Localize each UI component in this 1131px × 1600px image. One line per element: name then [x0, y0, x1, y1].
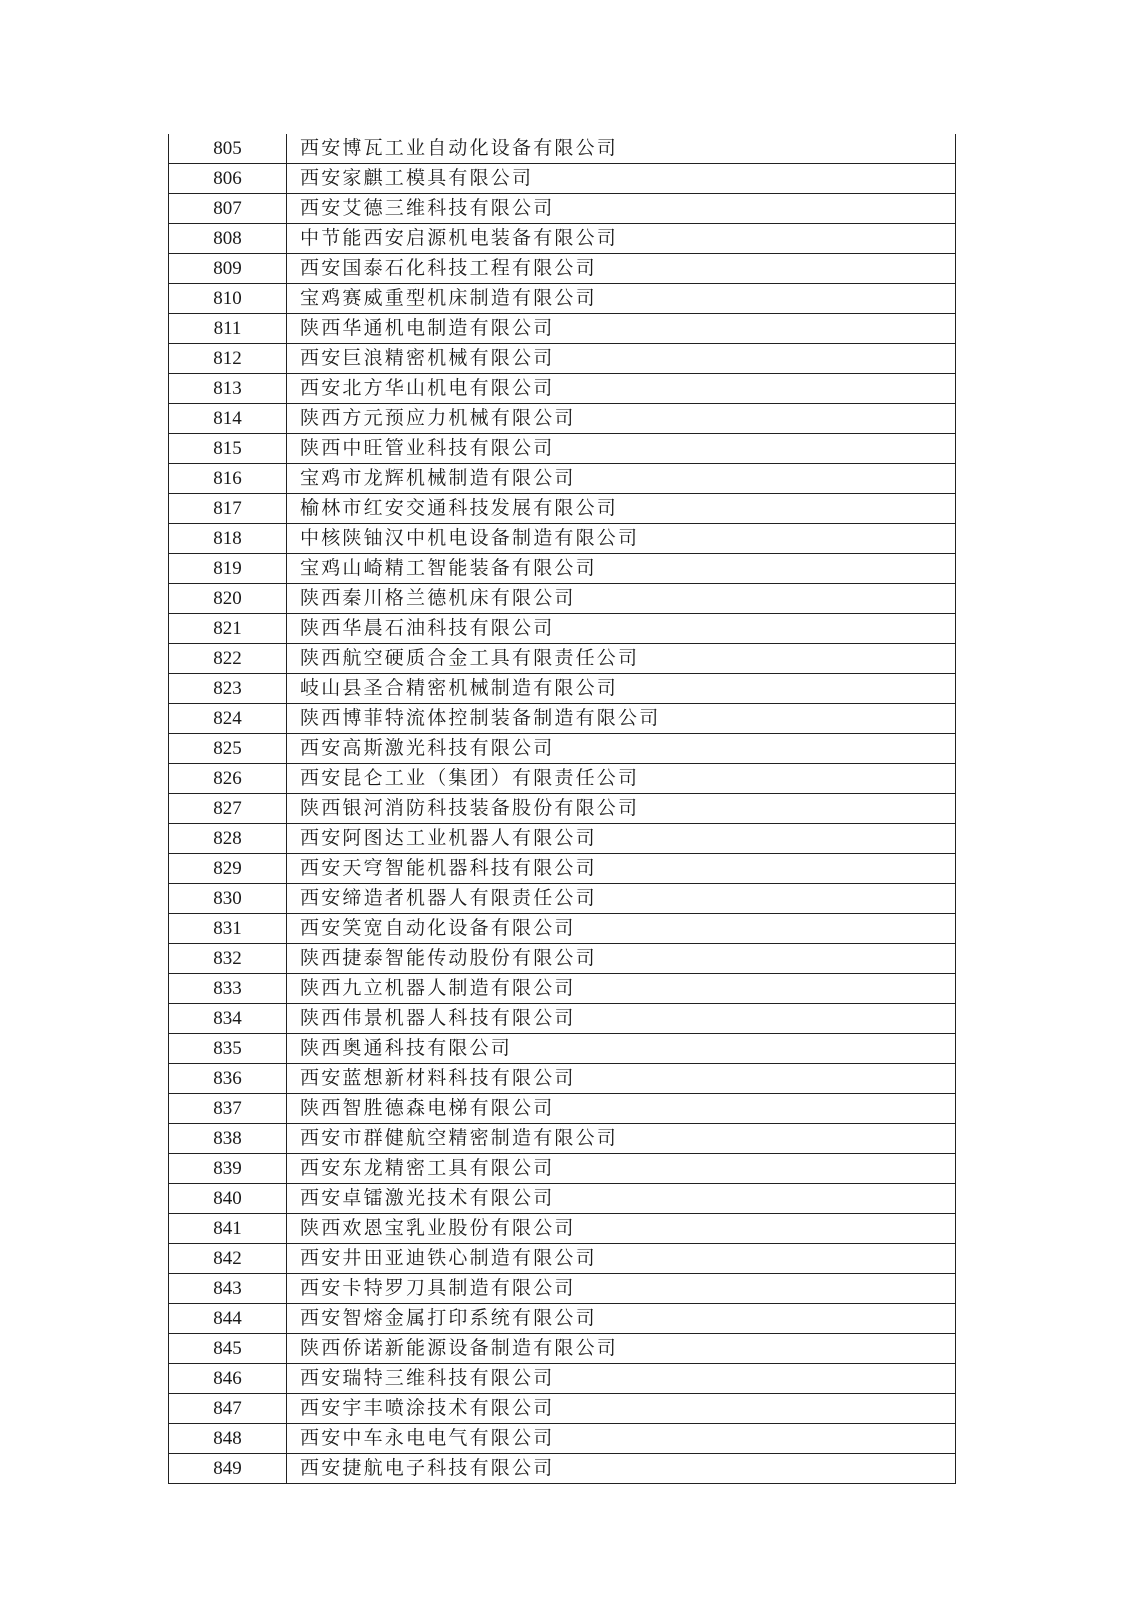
row-number: 831: [169, 914, 287, 944]
table-row: [169, 944, 956, 974]
row-number: 826: [169, 764, 287, 794]
row-number: 817: [169, 494, 287, 524]
row-number: 810: [169, 284, 287, 314]
table-row: [169, 644, 956, 674]
row-number: 805: [169, 134, 287, 164]
company-name: 西安宇丰喷涂技术有限公司: [287, 1394, 956, 1424]
row-number: 842: [169, 1244, 287, 1274]
table-row: [169, 1034, 956, 1064]
table-row: [169, 854, 956, 884]
company-name: 陕西奥通科技有限公司: [287, 1034, 956, 1064]
company-name: 陕西航空硬质合金工具有限责任公司: [287, 644, 956, 674]
table-row: [169, 1004, 956, 1034]
table-row: [169, 434, 956, 464]
row-number: 806: [169, 164, 287, 194]
table-row: [169, 584, 956, 614]
table-row: [169, 1424, 956, 1454]
row-number: 834: [169, 1004, 287, 1034]
row-number: 814: [169, 404, 287, 434]
company-name: 陕西华通机电制造有限公司: [287, 314, 956, 344]
company-name: 西安卡特罗刀具制造有限公司: [287, 1274, 956, 1304]
company-name: 西安天穹智能机器科技有限公司: [287, 854, 956, 884]
table-row: [169, 1214, 956, 1244]
row-number: 843: [169, 1274, 287, 1304]
company-name: 西安博瓦工业自动化设备有限公司: [287, 134, 956, 164]
table-row: [169, 1394, 956, 1424]
table-row: [169, 1244, 956, 1274]
row-number: 845: [169, 1334, 287, 1364]
row-number: 835: [169, 1034, 287, 1064]
table-row: [169, 194, 956, 224]
row-number: 816: [169, 464, 287, 494]
company-name: 西安国泰石化科技工程有限公司: [287, 254, 956, 284]
company-name: 陕西九立机器人制造有限公司: [287, 974, 956, 1004]
row-number: 820: [169, 584, 287, 614]
row-number: 808: [169, 224, 287, 254]
company-name: 西安井田亚迪铁心制造有限公司: [287, 1244, 956, 1274]
table-row: [169, 164, 956, 194]
company-name: 陕西秦川格兰德机床有限公司: [287, 584, 956, 614]
table-row: [169, 614, 956, 644]
company-name: 西安中车永电电气有限公司: [287, 1424, 956, 1454]
row-number: 822: [169, 644, 287, 674]
table-row: [169, 974, 956, 1004]
company-name: 宝鸡赛威重型机床制造有限公司: [287, 284, 956, 314]
row-number: 849: [169, 1454, 287, 1484]
row-number: 837: [169, 1094, 287, 1124]
row-number: 811: [169, 314, 287, 344]
company-name: 宝鸡市龙辉机械制造有限公司: [287, 464, 956, 494]
row-number: 840: [169, 1184, 287, 1214]
company-name: 西安瑞特三维科技有限公司: [287, 1364, 956, 1394]
row-number: 833: [169, 974, 287, 1004]
table-row: [169, 794, 956, 824]
table-row: [169, 914, 956, 944]
row-number: 832: [169, 944, 287, 974]
row-number: 827: [169, 794, 287, 824]
row-number: 813: [169, 374, 287, 404]
row-number: 848: [169, 1424, 287, 1454]
table-row: [169, 884, 956, 914]
company-name: 西安昆仑工业（集团）有限责任公司: [287, 764, 956, 794]
row-number: 818: [169, 524, 287, 554]
company-name: 陕西华晨石油科技有限公司: [287, 614, 956, 644]
company-name: 西安卓镭激光技术有限公司: [287, 1184, 956, 1214]
row-number: 821: [169, 614, 287, 644]
company-name: 西安市群健航空精密制造有限公司: [287, 1124, 956, 1154]
company-name: 中核陕铀汉中机电设备制造有限公司: [287, 524, 956, 554]
table-row: [169, 1154, 956, 1184]
table-row: [169, 284, 956, 314]
table-row: [169, 704, 956, 734]
company-list-table: [168, 134, 956, 1484]
table-row: [169, 344, 956, 374]
row-number: 807: [169, 194, 287, 224]
table-row: [169, 764, 956, 794]
table-row: [169, 134, 956, 164]
company-name: 西安东龙精密工具有限公司: [287, 1154, 956, 1184]
company-name: 西安笑宽自动化设备有限公司: [287, 914, 956, 944]
company-name: 西安艾德三维科技有限公司: [287, 194, 956, 224]
table-row: [169, 1184, 956, 1214]
table-row: [169, 1094, 956, 1124]
company-name: 西安阿图达工业机器人有限公司: [287, 824, 956, 854]
row-number: 839: [169, 1154, 287, 1184]
table-row: [169, 674, 956, 704]
table-row: [169, 254, 956, 284]
row-number: 841: [169, 1214, 287, 1244]
row-number: 809: [169, 254, 287, 284]
company-name: 西安捷航电子科技有限公司: [287, 1454, 956, 1484]
row-number: 830: [169, 884, 287, 914]
company-name: 陕西银河消防科技装备股份有限公司: [287, 794, 956, 824]
table-row: [169, 1064, 956, 1094]
company-name: 宝鸡山崎精工智能装备有限公司: [287, 554, 956, 584]
company-name: 西安北方华山机电有限公司: [287, 374, 956, 404]
table-row: [169, 1124, 956, 1154]
company-name: 陕西伟景机器人科技有限公司: [287, 1004, 956, 1034]
row-number: 825: [169, 734, 287, 764]
row-number: 836: [169, 1064, 287, 1094]
row-number: 846: [169, 1364, 287, 1394]
company-name: 陕西捷泰智能传动股份有限公司: [287, 944, 956, 974]
company-name: 陕西方元预应力机械有限公司: [287, 404, 956, 434]
table-row: [169, 1334, 956, 1364]
row-number: 812: [169, 344, 287, 374]
table-row: [169, 524, 956, 554]
company-name: 陕西博菲特流体控制装备制造有限公司: [287, 704, 956, 734]
company-name: 西安蓝想新材料科技有限公司: [287, 1064, 956, 1094]
table-row: [169, 494, 956, 524]
row-number: 847: [169, 1394, 287, 1424]
row-number: 829: [169, 854, 287, 884]
table-row: [169, 374, 956, 404]
table-row: [169, 404, 956, 434]
row-number: 819: [169, 554, 287, 584]
table-row: [169, 824, 956, 854]
table-row: [169, 1454, 956, 1484]
company-name: 中节能西安启源机电装备有限公司: [287, 224, 956, 254]
table-row: [169, 464, 956, 494]
table-row: [169, 224, 956, 254]
row-number: 844: [169, 1304, 287, 1334]
row-number: 824: [169, 704, 287, 734]
row-number: 815: [169, 434, 287, 464]
company-name: 陕西中旺管业科技有限公司: [287, 434, 956, 464]
row-number: 828: [169, 824, 287, 854]
company-name: 岐山县圣合精密机械制造有限公司: [287, 674, 956, 704]
row-number: 823: [169, 674, 287, 704]
table-row: [169, 554, 956, 584]
table-row: [169, 1364, 956, 1394]
company-name: 西安智熔金属打印系统有限公司: [287, 1304, 956, 1334]
company-name: 陕西侨诺新能源设备制造有限公司: [287, 1334, 956, 1364]
table-row: [169, 734, 956, 764]
company-name: 西安家麒工模具有限公司: [287, 164, 956, 194]
company-name: 陕西欢恩宝乳业股份有限公司: [287, 1214, 956, 1244]
table-row: [169, 1304, 956, 1334]
company-name: 西安巨浪精密机械有限公司: [287, 344, 956, 374]
table-body: [169, 134, 956, 1484]
company-name: 西安缔造者机器人有限责任公司: [287, 884, 956, 914]
row-number: 838: [169, 1124, 287, 1154]
table-row: [169, 314, 956, 344]
company-name: 陕西智胜德森电梯有限公司: [287, 1094, 956, 1124]
company-name: 西安高斯激光科技有限公司: [287, 734, 956, 764]
company-name: 榆林市红安交通科技发展有限公司: [287, 494, 956, 524]
table-row: [169, 1274, 956, 1304]
